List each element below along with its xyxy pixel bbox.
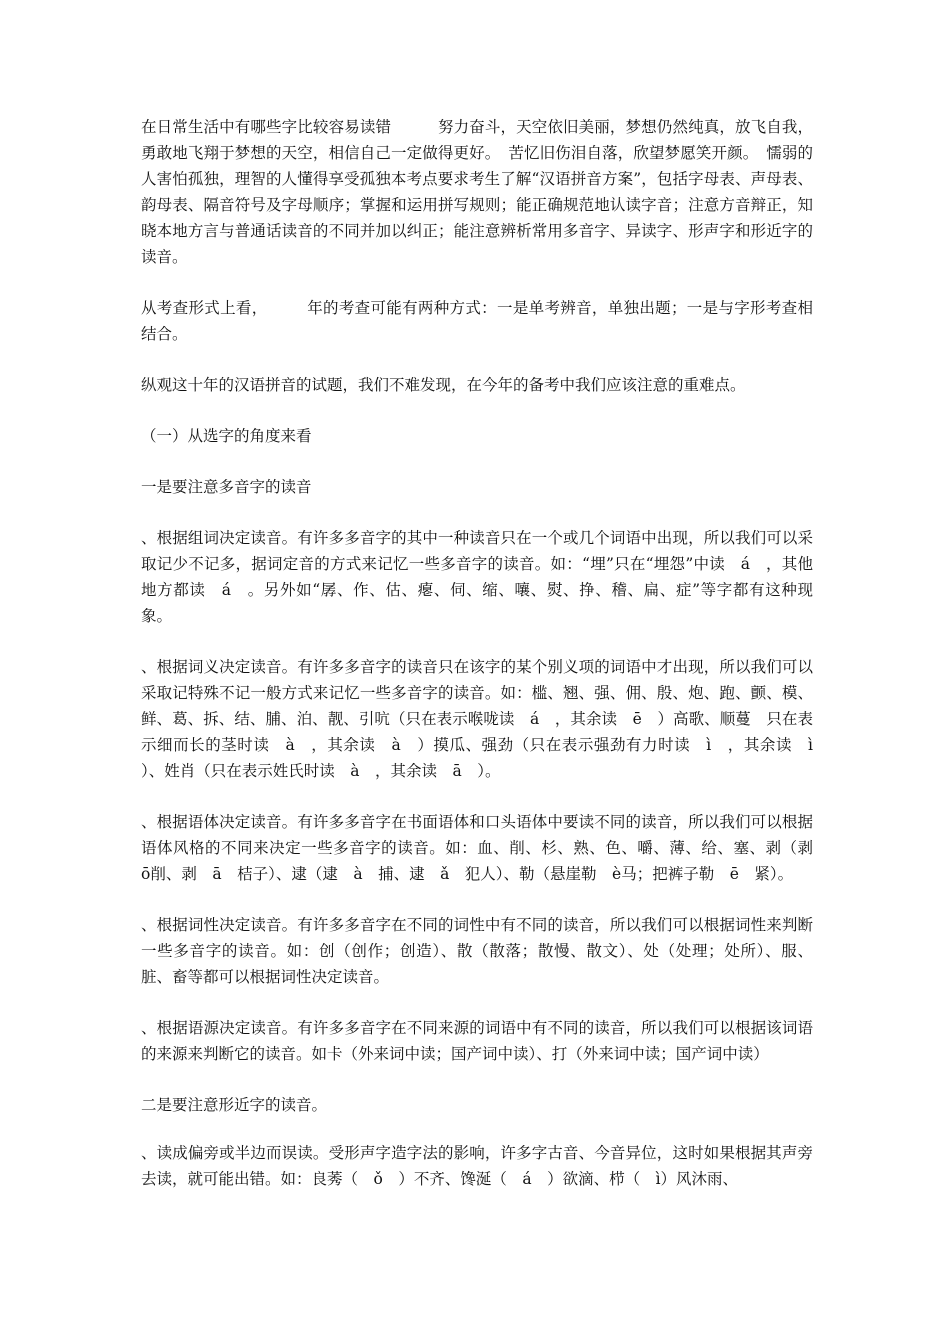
subsection-heading-similar-chars: 二是要注意形近字的读音。	[141, 1096, 328, 1114]
document-page	[141, 114, 829, 1217]
rule-by-register-paragraph: 、根据语体决定读音。有许多多音字在书面语体和口头语体中要读不同的读音，所以我们可以根据语体风格的不同来决定一些多音字的读音。如：血、削、杉、熟、色、嚼、薄、给、塞、剥（剥 ō削、剥 ā 桔子）、逮（逮 à 捕、逮 ǎ 犯人）、勒（悬崖勒 è马；把裤子勒 ē 紧）。	[141, 813, 829, 883]
section-heading: （一）从选字的角度来看	[141, 427, 312, 445]
rule-by-part-of-speech-paragraph: 、根据词性决定读音。有许多多音字在不同的词性中有不同的读音，所以我们可以根据词性来判断一些多音字的读音。如：创（创作；创造）、散（散落；散慢、散文）、处（处理；处所）、服、脏、畜等都可以根据词性决定读音。	[141, 916, 813, 986]
rule-radical-misreading-paragraph: 、读成偏旁或半边而误读。受形声字造字法的影响，许多字古音、今音异位，这时如果根据其声旁去读，就可能出错。如：良莠（ ǒ ）不齐、馋涎（ á ）欲滴、栉（ ì）风沐雨、	[141, 1144, 813, 1188]
rule-by-meaning-paragraph: 、根据词义决定读音。有许多多音字的读音只在该字的某个别义项的词语中才出现，所以我们可以采取记特殊不记一般方式来记忆一些多音字的读音。如：槛、翘、强、佣、殷、炮、跑、颤、模、鲜、葛、拆、结、脯、泊、靓、引吭（只在表示喉咙读 á ，其余读 ē ）高歌、顺蔓 只在表示细而长的茎时读 à ，其余读 à ）摸瓜、强劲（只在表示强劲有力时读 ì ，其余读 ì ）、姓肖（只在表示姓氏时读 à ，其余读 ā ）。	[141, 658, 829, 780]
overview-paragraph: 纵观这十年的汉语拼音的试题，我们不难发现，在今年的备考中我们应该注意的重难点。	[141, 376, 746, 394]
rule-by-word-paragraph: 、根据组词决定读音。有许多多音字的其中一种读音只在一个或几个词语中出现，所以我们可以采取记少不记多，据词定音的方式来记忆一些多音字的读音。如：“埋”只在“埋怨”中读 á ，其他地方都读 á 。另外如“孱、作、估、瘪、伺、缩、嚷、熨、挣、稽、扁、症”等字都有这种现象。	[141, 529, 813, 625]
subsection-heading-polyphones: 一是要注意多音字的读音	[141, 478, 312, 496]
exam-format-paragraph: 从考查形式上看， 年的考查可能有两种方式：一是单考辨音，单独出题；一是与字形考查相结合。	[141, 299, 813, 343]
intro-paragraph: 在日常生活中有哪些字比较容易读错 努力奋斗，天空依旧美丽，梦想仍然纯真，放飞自我，勇敢地飞翔于梦想的天空，相信自己一定做得更好。 苦忆旧伤泪自落，欣望梦愿笑开颜。 懦弱的人害怕孤独，理智的人懂得享受孤独本考点要求考生了解“汉语拼音方案”，包括字母表、声母表、韵母表、隔音符号及字母顺序；掌握和运用拼写规则；能正确规范地认读字音；注意方音辩正，知晓本地方言与普通话读音的不同并加以纠正；能注意辨析常用多音字、异读字、形声字和形近字的读音。	[141, 118, 813, 266]
rule-by-origin-paragraph: 、根据语源决定读音。有许多多音字在不同来源的词语中有不同的读音，所以我们可以根据该词语的来源来判断它的读音。如卡（外来词中读；国产词中读）、打（外来词中读；国产词中读）	[141, 1019, 813, 1063]
